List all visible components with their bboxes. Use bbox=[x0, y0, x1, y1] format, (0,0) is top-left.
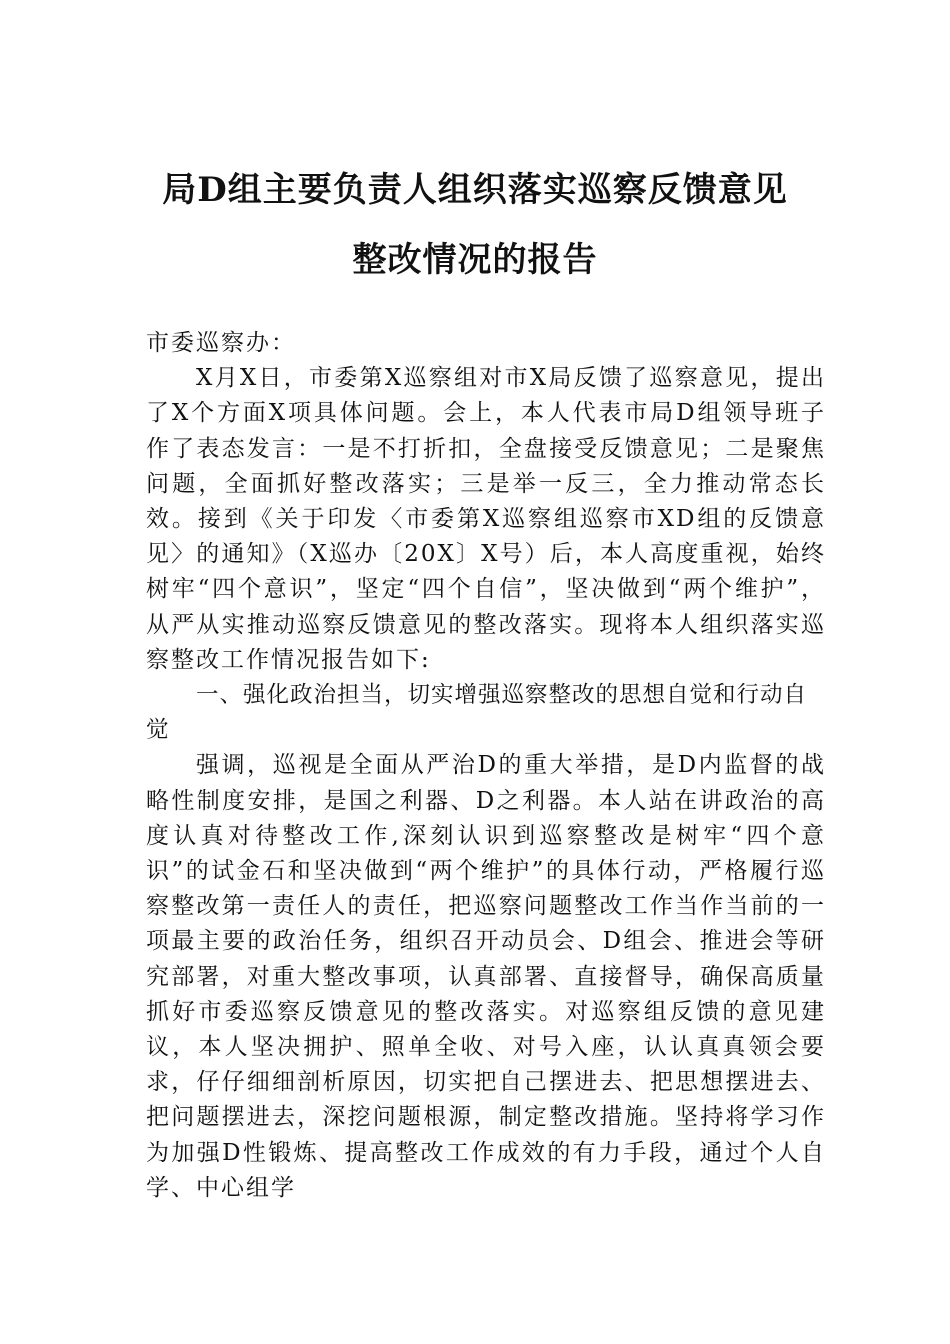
salutation: 市委巡察办： bbox=[146, 330, 296, 356]
section-heading-1: 一、强化政治担当，切实增强巡察整改的思想自觉和行动自觉 bbox=[146, 682, 808, 744]
document-title-line-1: 局D组主要负责人组织落实巡察反馈意见 bbox=[162, 170, 788, 210]
document-title-line-2: 整改情况的报告 bbox=[352, 240, 598, 280]
document-body bbox=[146, 326, 826, 1206]
paragraph-section-1: 强调，巡视是全面从严治D的重大举措，是D内监督的战略性制度安排，是国之利器、D之利器。本人站在讲政治的高度认真对待整改工作,深刻认识到巡察整改是树牢“四个意识”的试金石和坚决做到“两个维护”的具体行动，严格履行巡察整改第一责任人的责任，把巡察问题整改工作当作当前的一项最主要的政治任务，组织召开动员会、D组会、推进会等研究部署，对重大整改事项，认真部署、直接督导，确保高质量抓好市委巡察反馈意见的整改落实。对巡察组反馈的意见建议，本人坚决拥护、照单全收、对号入座，认认真真领会要求，仔仔细细剖析原因，切实把自己摆进去、把思想摆进去、把问题摆进去，深挖问题根源，制定整改措施。坚持将学习作为加强D性锻炼、提高整改工作成效的有力手段，通过个人自学、中心组学 bbox=[146, 752, 826, 1201]
paragraph-intro: X月X日，市委第X巡察组对市X局反馈了巡察意见，提出了X个方面X项具体问题。会上，本人代表市局D组领导班子作了表态发言：一是不打折扣，全盘接受反馈意见；二是聚焦问题，全面抓好整改落实；三是举一反三，全力推动常态长效。接到《关于印发〈市委第X巡察组巡察市XD组的反馈意见〉的通知》（X巡办〔20X〕X号）后，本人高度重视，始终树牢“四个意识”，坚定“四个自信”，坚决做到“两个维护”，从严从实推动巡察反馈意见的整改落实。现将本人组织落实巡察整改工作情况报告如下: bbox=[146, 365, 826, 673]
